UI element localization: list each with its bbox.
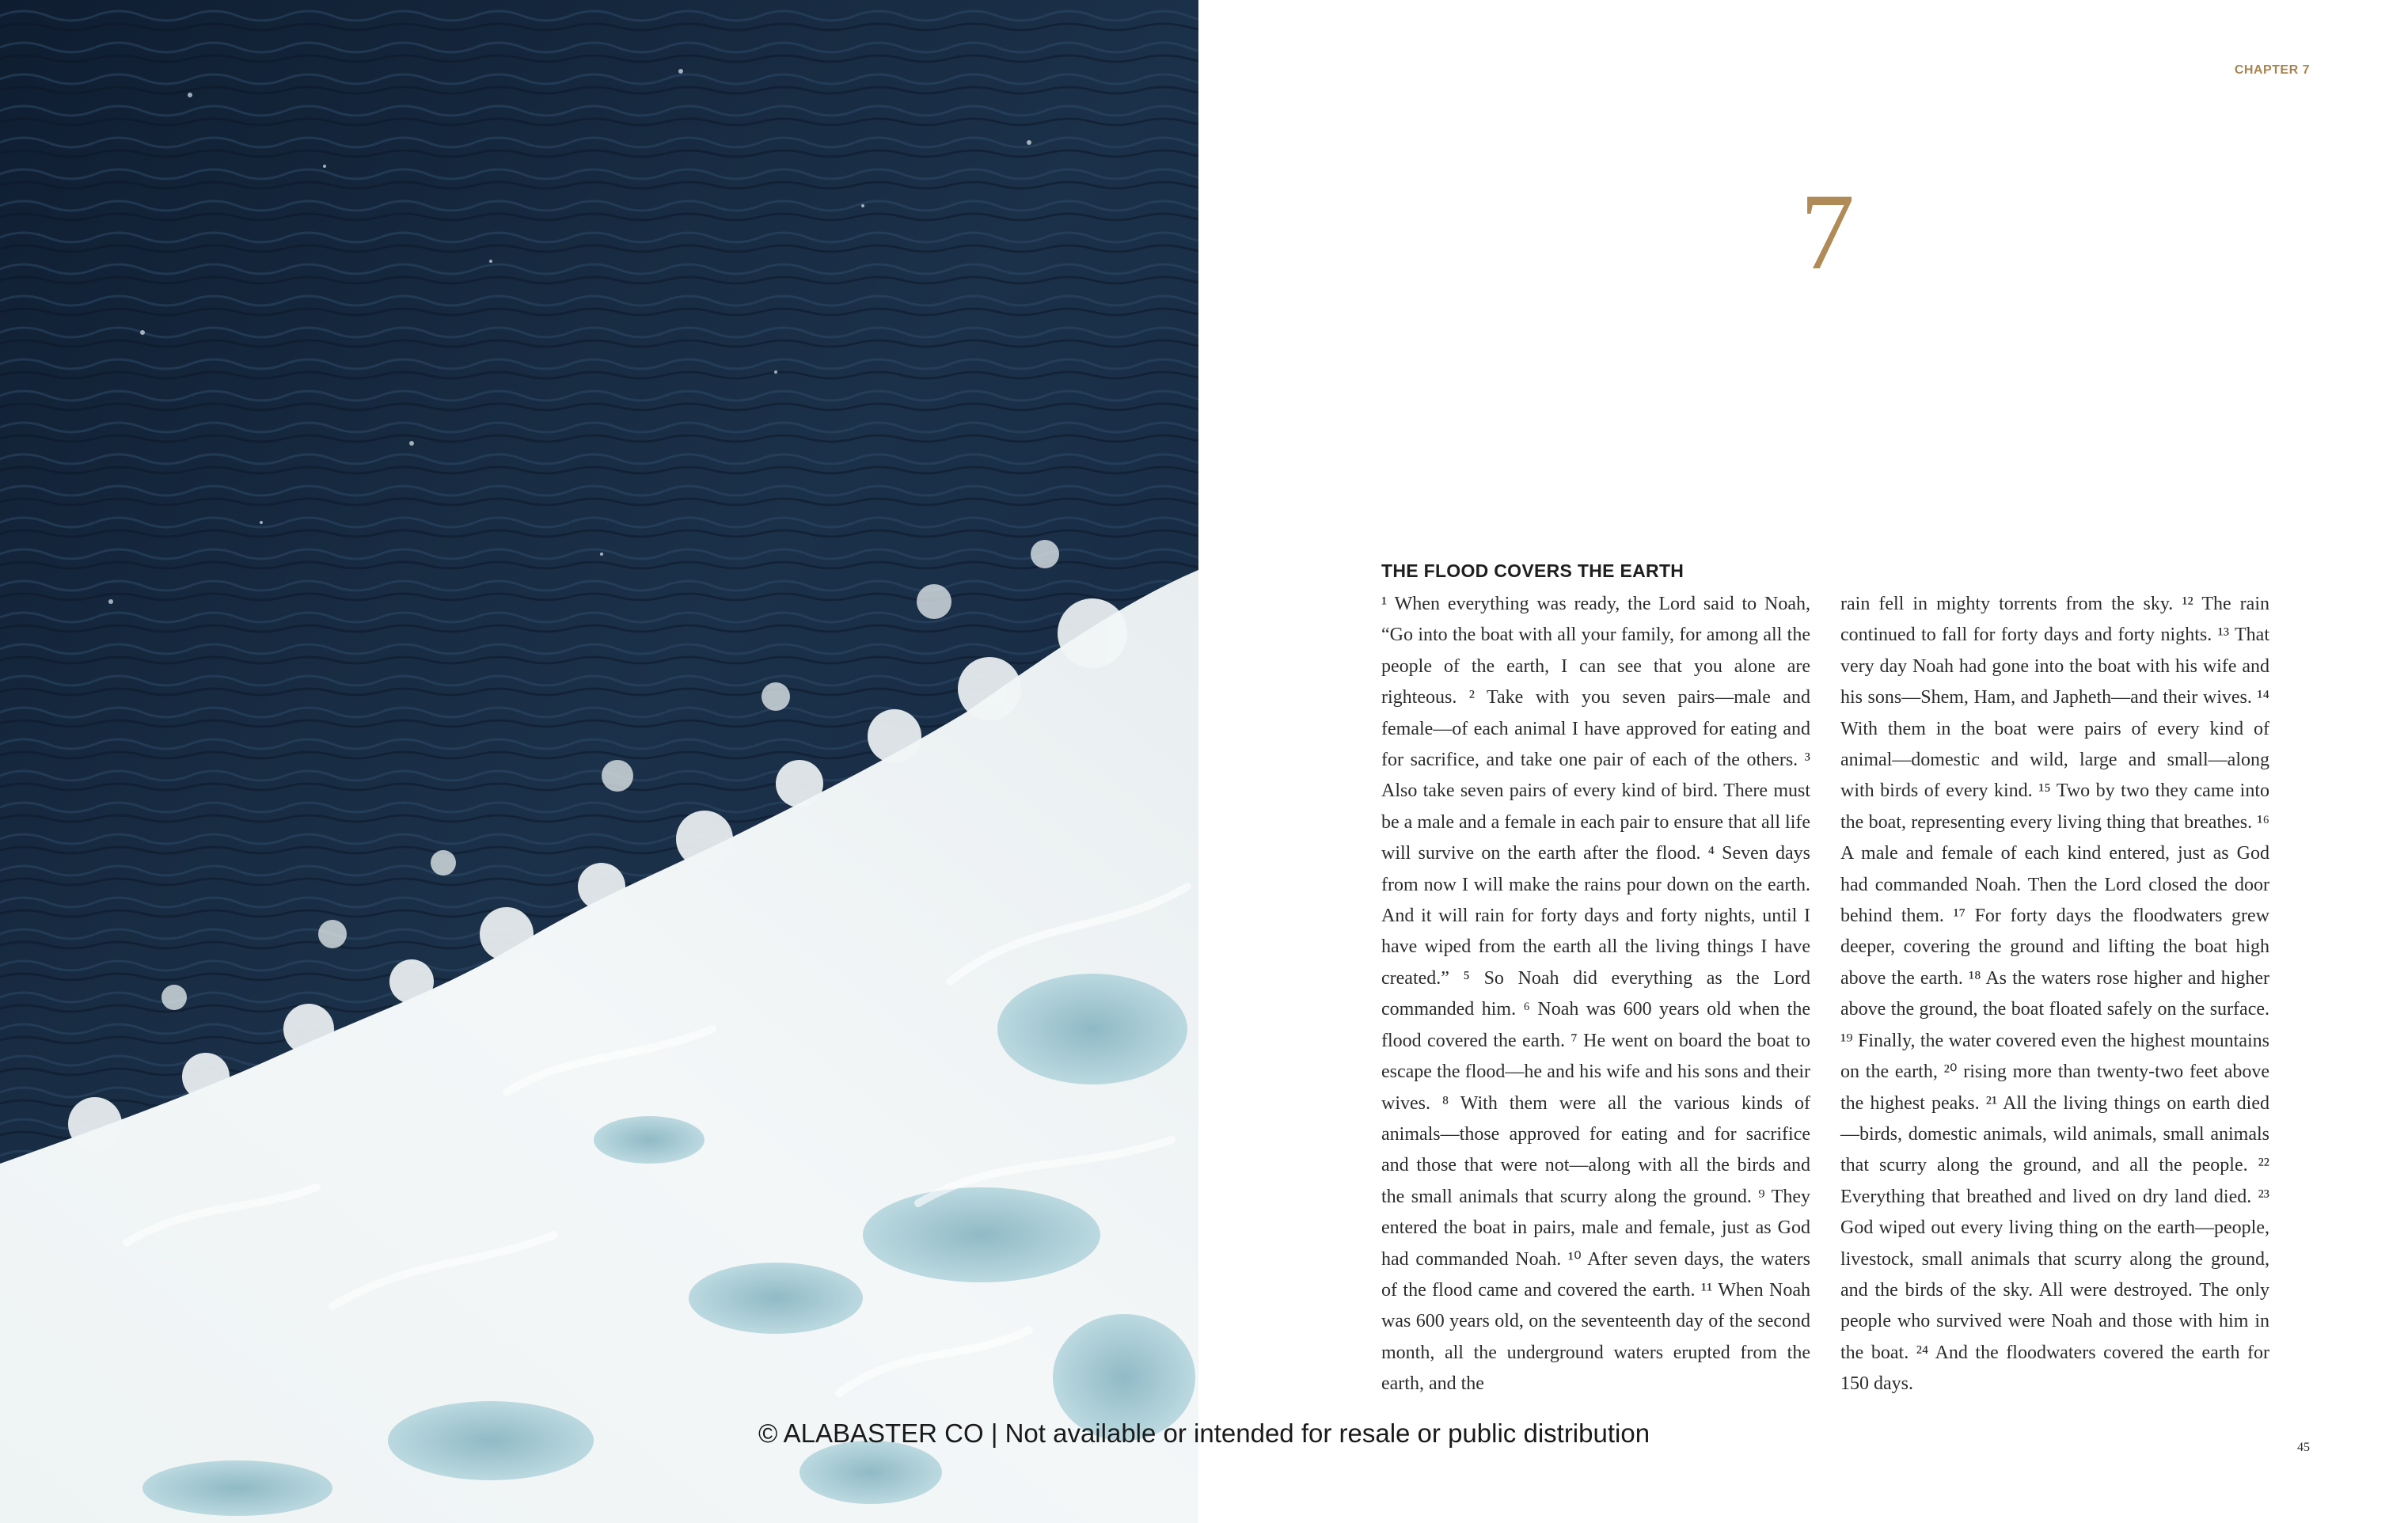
chapter-number: 7 [1800, 171, 1855, 292]
running-head: CHAPTER 7 [2234, 63, 2310, 77]
section-title: THE FLOOD COVERS THE EARTH [1381, 560, 1684, 581]
text-column-right: rain fell in mighty torrents from the sky. ¹² The rain continued to fall for forty days and forty nights. ¹³ That very day Noah had gone into the boat with his wife and his sons—Shem, Ham, and Japheth—and their wives. ¹⁴ With them in the boat were pairs of every kind of animal—domestic and wild, large and small—along with birds of every kind. ¹⁵ Two by two they came into the boat, representing every living thing that breathes. ¹⁶ A male and female of each kind entered, just as God had commanded Noah. Then the Lord closed the door behind them. ¹⁷ For forty days the floodwaters grew deeper, covering the ground and lifting the boat high above the earth. ¹⁸ As the waters rose higher and higher above the ground, the boat floated safely on the surface. ¹⁹ Finally, the water covered even the highest mountains on the earth, ²⁰ rising more than twenty-two feet above the highest peaks. ²¹ All the living things on earth died—birds, domestic animals, wild animals, small animals that scurry along the ground, and all the people. ²² Everything that breathed and lived on dry land died. ²³ God wiped out every living thing on the earth—people, livestock, small animals that scurry along the ground, and the birds of the sky. All were destroyed. The only people who survived were Noah and those with him in the boat. ²⁴ And the floodwaters covered the earth for 150 days. [1840, 594, 2269, 1395]
ocean-waves-illustration [0, 0, 1198, 1523]
page-number: 45 [2297, 1441, 2310, 1454]
text-page [1198, 0, 2408, 1523]
ocean-waves-photo [0, 0, 1198, 1523]
text-column-left: ¹ When everything was ready, the Lord said to Noah, “Go into the boat with all your family, for among all the people of the earth, I can see that you alone are righteous. ² Take with you seven pairs—male and female—of each animal I have approved for eating and for sacrifice, and take one pair of each of the others. ³ Also take seven pairs of every kind of bird. There must be a male and a female in each pair to ensure that all life will survive on the earth after the flood. ⁴ Seven days from now I will make the rains pour down on the earth. And it will rain for forty days and forty nights, until I have wiped from the earth all the living things I have created.” ⁵ So Noah did everything as the Lord commanded him. ⁶ Noah was 600 years old when the flood covered the earth. ⁷ He went on board the boat to escape the flood—he and his wife and his sons and their wives. ⁸ With them were all the various kinds of animals—those approved for eating and for sacrifice and those that were not—along with all the birds and the small animals that scurry along the ground. ⁹ They entered the boat in pairs, male and female, just as God had commanded Noah. ¹⁰ After seven days, the waters of the flood came and covered the earth. ¹¹ When Noah was 600 years old, on the seventeenth day of the second month, all the underground waters erupted from the earth, and the [1381, 594, 1810, 1395]
copyright-watermark: © ALABASTER CO | Not available or intended for resale or public distribution [758, 1419, 1650, 1448]
